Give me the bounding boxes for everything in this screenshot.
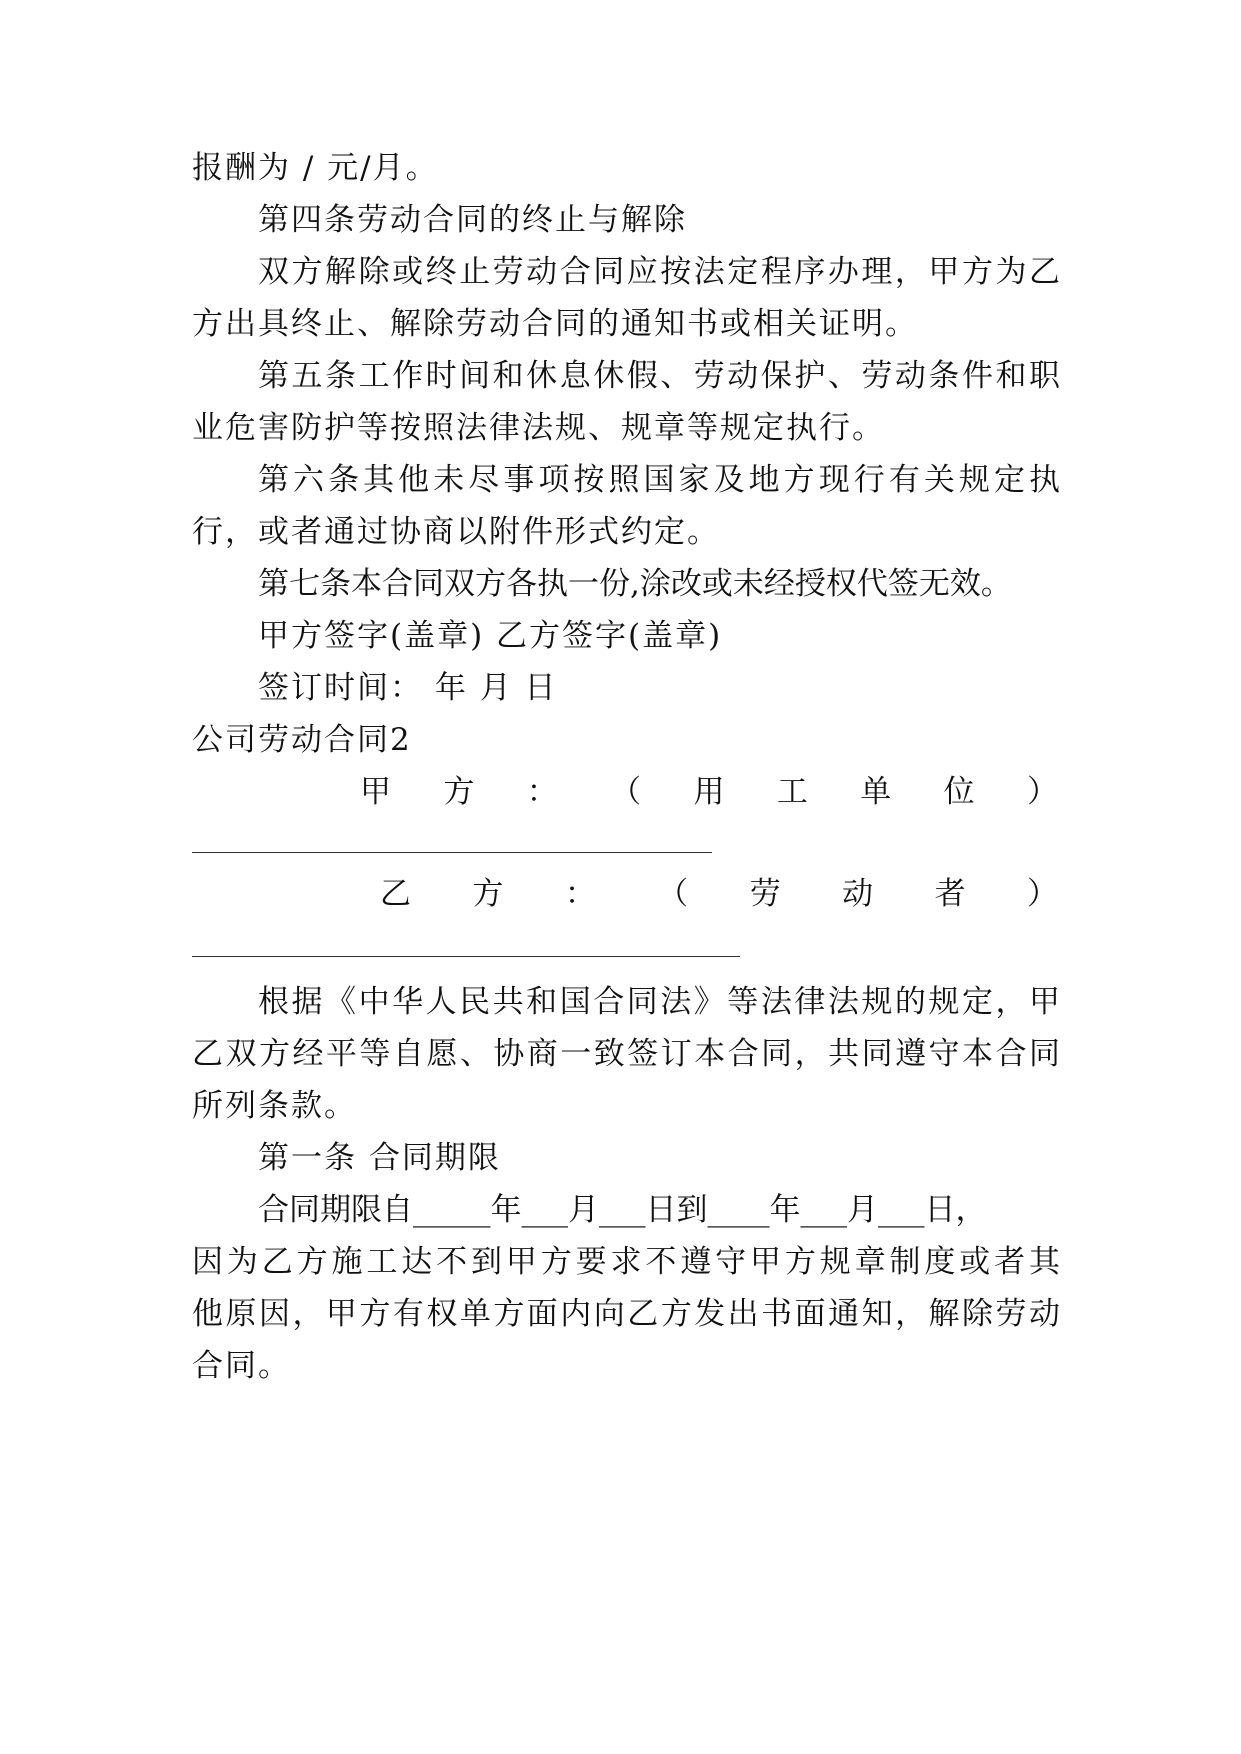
signing-date-line: 签订时间： 年 月 日 (258, 670, 558, 706)
paragraph-line: 第七条本合同双方各执一份,涂改或未经授权代签无效。 (258, 566, 1012, 602)
party-a-line: 甲 方 ： （ 用 工 单 位 ） (360, 774, 1060, 810)
paragraph-line: 双方解除或终止劳动合同应按法定程序办理，甲方为乙 (258, 254, 1062, 290)
paragraph-line: 根据《中华人民共和国合同法》等法律法规的规定，甲 (258, 984, 1062, 1020)
signature-line: 甲方签字(盖章) 乙方签字(盖章) (258, 618, 723, 654)
article-heading: 第四条劳动合同的终止与解除 (258, 202, 687, 238)
paragraph-line: 行，或者通过协商以附件形式约定。 (192, 514, 720, 550)
party-a-underline (192, 852, 712, 853)
document-title: 公司劳动合同2 (192, 722, 412, 758)
paragraph-line: 第五条工作时间和休息休假、劳动保护、劳动条件和职 (258, 358, 1062, 394)
paragraph-line: 报酬为 / 元/月。 (192, 150, 439, 186)
paragraph-line: 合同。 (192, 1348, 291, 1384)
paragraph-line: 方出具终止、解除劳动合同的通知书或相关证明。 (192, 306, 918, 342)
paragraph-line: 乙双方经平等自愿、协商一致签订本合同，共同遵守本合同 (192, 1036, 1062, 1072)
party-b-underline (192, 956, 740, 957)
article-heading: 第一条 合同期限 (258, 1140, 501, 1176)
paragraph-line: 业危害防护等按照法律法规、规章等规定执行。 (192, 410, 885, 446)
paragraph-line: 第六条其他未尽事项按照国家及地方现行有关规定执 (258, 462, 1062, 498)
party-b-line: 乙 方 ： （ 劳 动 者 ） (380, 876, 1060, 912)
contract-term-line: 合同期限自_____年___月___日到____年___月___日， (258, 1192, 987, 1228)
paragraph-line: 他原因，甲方有权单方面内向乙方发出书面通知，解除劳动 (192, 1296, 1062, 1332)
paragraph-line: 因为乙方施工达不到甲方要求不遵守甲方规章制度或者其 (192, 1244, 1062, 1280)
paragraph-line: 所列条款。 (192, 1088, 357, 1124)
